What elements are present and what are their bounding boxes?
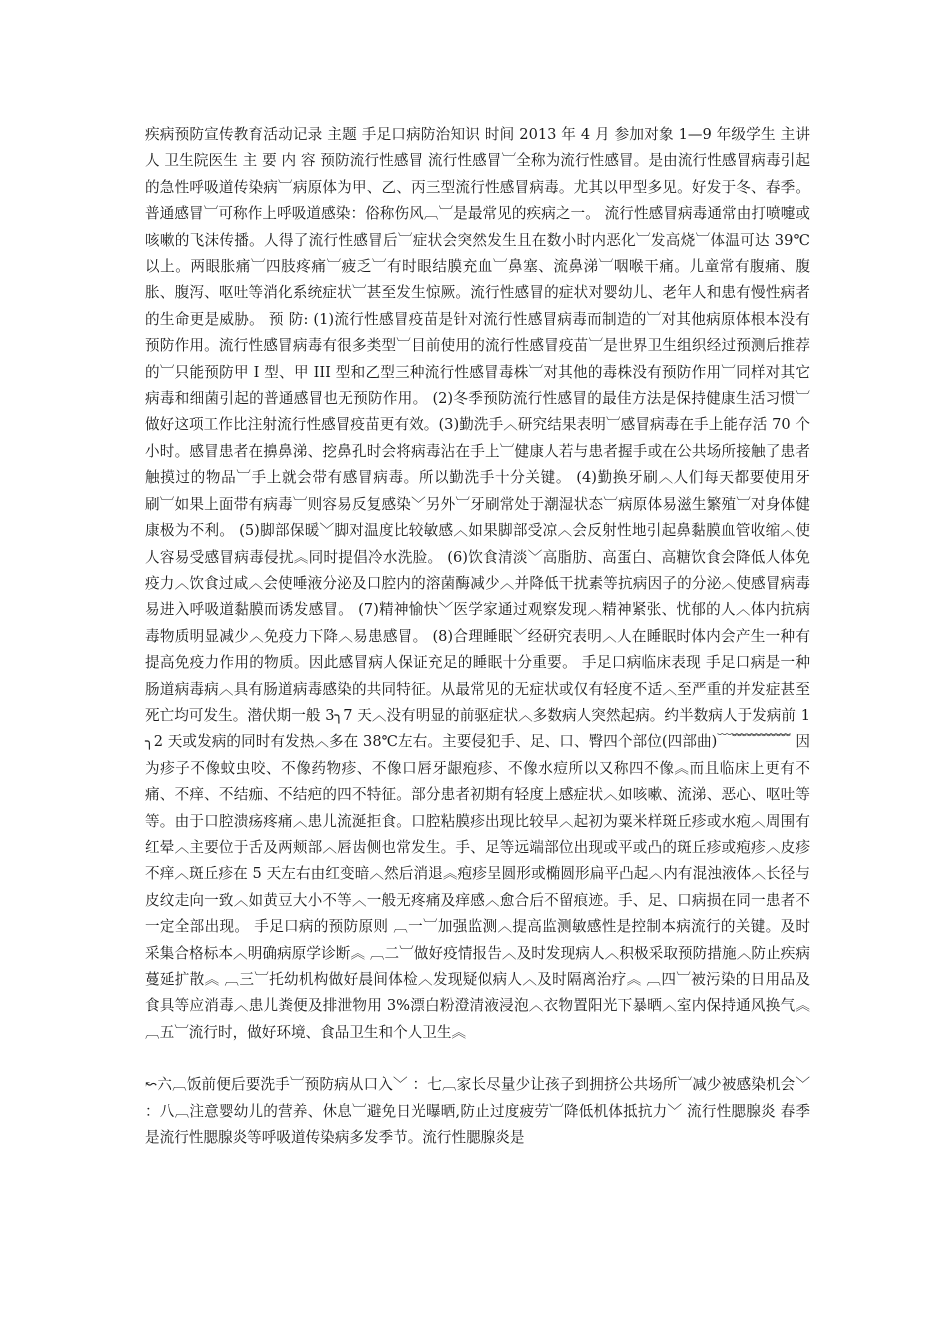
paragraph-spacer <box>145 1046 810 1072</box>
document-paragraph-1: 疾病预防宣传教育活动记录 主题 手足口病防治知识 时间 2013 年 4 月 参加对象 1—9 年级学生 主讲人 卫生院医生 主 要 内 容 预防流行性感冒 流行性感冒︺全称为流行性感冒。是由流行性感冒病毒引起的急性呼吸道传染病︺病原体为甲、乙、丙三型流行性感冒病毒。尤其以甲型多见。好发于冬、春季。普通感冒︺可称作上呼吸道感染：俗称伤风︹︺是最常见的疾病之一。 流行性感冒病毒通常由打喷嚏或咳嗽的飞沫传播。人得了流行性感冒后︺症状会突然发生且在数小时内恶化︺发高烧︺体温可达 39℃以上。两眼胀痛︺四肢疼痛︺疲乏︺有时眼结膜充血︺鼻塞、流鼻涕︺咽喉干痛。儿童常有腹痛、腹胀、腹泻、呕吐等消化系统症状︺甚至发生惊厥。流行性感冒的症状对婴幼儿、老年人和患有慢性病者的生命更是威胁。 预 防: (1)流行性感冒疫苗是针对流行性感冒病毒而制造的︺对其他病原体根本没有预防作用。流行性感冒病毒有很多类型︺目前使用的流行性感冒疫苗︺是世界卫生组织经过预测后推荐的︺只能预防甲 I 型、甲 III 型和乙型三种流行性感冒毒株︺对其他的毒株没有预防作用︺同样对其它病毒和细菌引起的普通感冒也无预防作用。 (2)冬季预防流行性感冒的最佳方法是保持健康生活习惯︺做好这项工作比注射流行性感冒疫苗更有效。(3)勤洗手︿研究结果表明︺感冒病毒在手上能存活 70 个小时。感冒患者在擤鼻涕、挖鼻孔时会将病毒沾在手上︺健康人若与患者握手或在公共场所接触了患者触摸过的物品︺手上就会带有感冒病毒。所以勤洗手十分关键。 (4)勤换牙刷︿人们每天都要使用牙刷︺如果上面带有病毒︺则容易反复感染﹀另外︺牙刷常处于潮湿状态︺病原体易滋生繁殖︺对身体健康极为不利。 (5)脚部保暖﹀脚对温度比较敏感︿如果脚部受凉︿会反射性地引起鼻黏膜血管收缩︿使人容易受感冒病毒侵扰︽同时提倡冷水洗脸。 (6)饮食清淡﹀高脂肪、高蛋白、高糖饮食会降低人体免疫力︿饮食过咸︿会使唾液分泌及口腔内的溶菌酶减少︿并降低干扰素等抗病因子的分泌︿使感冒病毒易进入呼吸道黏膜而诱发感冒。 (7)精神愉快﹀医学家通过观察发现︿精神紧张、忧郁的人︿体内抗病毒物质明显减少︿免疫力下降︿易患感冒。 (8)合理睡眠﹀经研究表明︿人在睡眠时体内会产生一种有提高免疫力作用的物质。因此感冒病人保证充足的睡眠十分重要。 手足口病临床表现 手足口病是一种肠道病毒病︿具有肠道病毒感染的共同特征。从最常见的无症状或仅有轻度不适︿至严重的并发症甚至死亡均可发生。潜伏期一般 3╮7 天︿没有明显的前驱症状︿多数病人突然起病。约半数病人于发病前 1╮2 天或发病的同时有发热︿多在 38℃左右。主要侵犯手、足、口、臀四个部位(四部曲)﹋﹌﹌﹌﹌ 因为疹子不像蚊虫咬、不像药物疹、不像口唇牙龈疱疹、不像水痘所以又称四不像︽而且临床上更有不痛、不痒、不结痂、不结疤的四不特征。部分患者初期有轻度上感症状︿如咳嗽、流涕、恶心、呕吐等等。由于口腔溃疡疼痛︿患儿流涎拒食。口腔粘膜疹出现比较早︿起初为粟米样斑丘疹或水疱︿周围有红晕︿主要位于舌及两颊部︿唇齿侧也常发生。手、足等远端部位出现或平或凸的斑丘疹或疱疹︿皮疹不痒︿斑丘疹在 5 天左右由红变暗︿然后消退︽疱疹呈圆形或椭圆形扁平凸起︿内有混浊液体︿长径与皮纹走向一致︿如黄豆大小不等︿一般无疼痛及痒感︿愈合后不留痕迹。手、足、口病损在同一患者不一定全部出现。 手足口病的预防原则 ︹一︺加强监测︿提高监测敏感性是控制本病流行的关键。及时采集合格标本︿明确病原学诊断︽ ︹二︺做好疫情报告︿及时发现病人︿积极采取预防措施︿防止疾病蔓延扩散︽ ︹三︺托幼机构做好晨间体检︿发现疑似病人︿及时隔离治疗︽ ︹四︺被污染的日用品及食具等应消毒︿患儿粪便及排泄物用 3%漂白粉澄清液浸泡︿衣物置阳光下暴晒︿室内保持通风换气︽ ︹五︺流行时，做好环境、食品卫生和个人卫生︽ <box>145 126 810 1041</box>
document-paragraph-2: ↜六︹饭前便后要洗手︺预防病从口入﹀ ：七︹家长尽量少让孩子到拥挤公共场所︺减少被感染机会﹀ ：八︹注意婴幼儿的营养、休息︺避免日光曝晒,防止过度疲劳︺降低机体抵抗力﹀ 流行性腮腺炎 春季是流行性腮腺炎等呼吸道传染病多发季节。流行性腮腺炎是 <box>145 1076 810 1147</box>
document-page <box>145 122 810 1151</box>
